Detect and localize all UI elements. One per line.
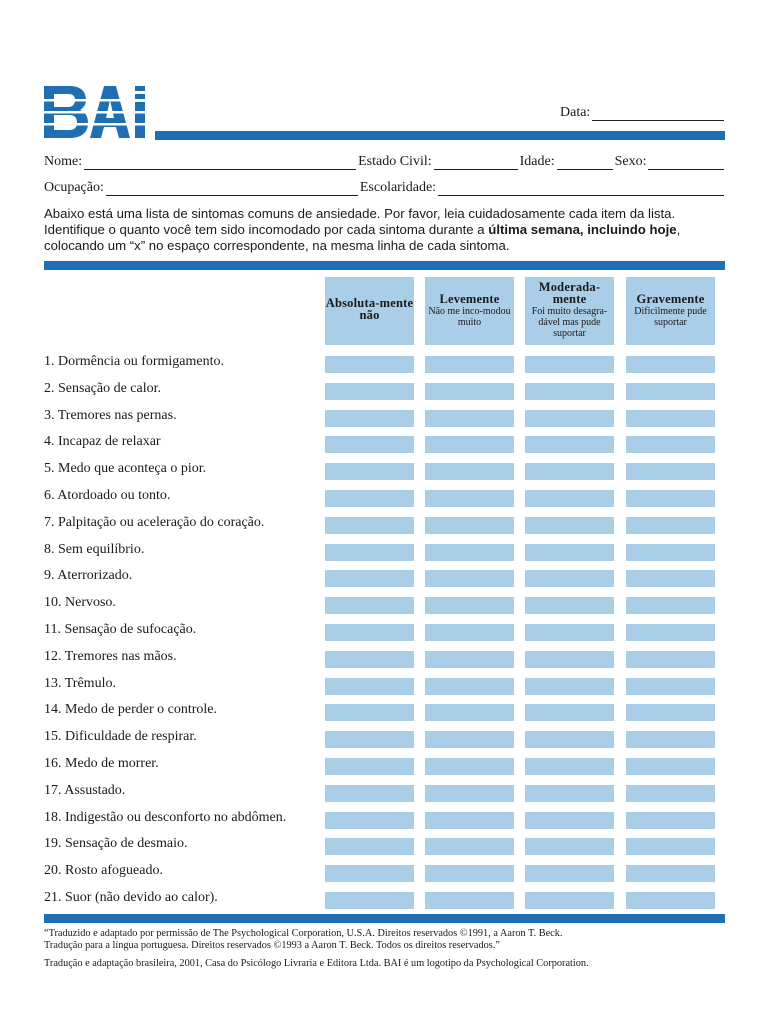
- answer-cell-absolutamente[interactable]: [325, 383, 414, 400]
- answer-cell-levemente[interactable]: [425, 436, 514, 453]
- answer-cell-absolutamente[interactable]: [325, 410, 414, 427]
- answer-cell-gravemente[interactable]: [626, 838, 715, 855]
- symptom-item-19: 19. Sensação de desmaio.: [44, 836, 188, 851]
- answer-cell-absolutamente[interactable]: [325, 356, 414, 373]
- answer-cell-absolutamente[interactable]: [325, 785, 414, 802]
- answer-cell-gravemente[interactable]: [626, 758, 715, 775]
- estado-civil-label: Estado Civil:: [358, 154, 432, 169]
- symptom-item-14: 14. Medo de perder o controle.: [44, 702, 217, 717]
- date-label: Data:: [560, 105, 591, 120]
- answer-cell-levemente[interactable]: [425, 892, 514, 909]
- symptom-item-2: 2. Sensação de calor.: [44, 381, 162, 396]
- symptom-item-3: 3. Tremores nas pernas.: [44, 408, 177, 423]
- answer-cell-absolutamente[interactable]: [325, 758, 414, 775]
- answer-cell-moderadamente[interactable]: [525, 490, 614, 507]
- bottom-rule: [44, 914, 725, 923]
- column-header-levemente: [425, 277, 514, 345]
- instructions-text-1: Abaixo está uma lista de sintomas comuns de ansiedade. Por favor, leia cuidadosamente cada item da lista. Identifique o quanto você tem sido incomodado por cada sintoma durante a: [44, 206, 676, 237]
- answer-cell-gravemente[interactable]: [626, 410, 715, 427]
- identification-row-2: [44, 180, 726, 196]
- symptom-item-6: 6. Atordoado ou tonto.: [44, 488, 171, 503]
- answer-cell-gravemente[interactable]: [626, 678, 715, 695]
- idade-field[interactable]: [557, 155, 613, 170]
- answer-cell-levemente[interactable]: [425, 785, 514, 802]
- symptom-item-13: 13. Trêmulo.: [44, 676, 116, 691]
- nome-field[interactable]: [84, 155, 356, 170]
- symptom-item-1: 1. Dormência ou formigamento.: [44, 354, 225, 369]
- answer-cell-absolutamente[interactable]: [325, 731, 414, 748]
- symptom-item-18: 18. Indigestão ou desconforto no abdômen.: [44, 810, 287, 825]
- answer-cell-gravemente[interactable]: [626, 892, 715, 909]
- answer-cell-moderadamente[interactable]: [525, 436, 614, 453]
- answer-cell-moderadamente[interactable]: [525, 865, 614, 882]
- column-title: Gravemente: [636, 292, 705, 306]
- answer-cell-moderadamente[interactable]: [525, 892, 614, 909]
- answer-cell-levemente[interactable]: [425, 544, 514, 561]
- escolaridade-field[interactable]: [438, 181, 724, 196]
- answer-cell-moderadamente[interactable]: [525, 678, 614, 695]
- ocupacao-label: Ocupação:: [44, 180, 104, 195]
- answer-cell-gravemente[interactable]: [626, 544, 715, 561]
- answer-cell-levemente[interactable]: [425, 838, 514, 855]
- answer-cell-gravemente[interactable]: [626, 436, 715, 453]
- answer-cell-gravemente[interactable]: [626, 651, 715, 668]
- symptom-item-12: 12. Tremores nas mãos.: [44, 649, 177, 664]
- answer-cell-absolutamente[interactable]: [325, 463, 414, 480]
- answer-cell-absolutamente[interactable]: [325, 678, 414, 695]
- answer-cell-absolutamente[interactable]: [325, 838, 414, 855]
- column-subtitle: Dificilmente pude suportar: [634, 306, 707, 328]
- answer-cell-gravemente[interactable]: [626, 463, 715, 480]
- answer-cell-levemente[interactable]: [425, 383, 514, 400]
- answer-cell-moderadamente[interactable]: [525, 356, 614, 373]
- answer-cell-levemente[interactable]: [425, 410, 514, 427]
- column-header-absolutamente: [325, 277, 414, 345]
- answer-cell-moderadamente[interactable]: [525, 624, 614, 641]
- symptom-item-10: 10. Nervoso.: [44, 595, 116, 610]
- answer-cell-moderadamente[interactable]: [525, 570, 614, 587]
- answer-cell-moderadamente[interactable]: [525, 544, 614, 561]
- answer-cell-gravemente[interactable]: [626, 812, 715, 829]
- answer-cell-gravemente[interactable]: [626, 624, 715, 641]
- answer-cell-moderadamente[interactable]: [525, 838, 614, 855]
- answer-cell-levemente[interactable]: [425, 865, 514, 882]
- answer-cell-absolutamente[interactable]: [325, 704, 414, 721]
- symptom-item-9: 9. Aterrorizado.: [44, 568, 133, 583]
- nome-label: Nome:: [44, 154, 83, 169]
- sexo-label: Sexo:: [614, 154, 647, 169]
- symptom-item-5: 5. Medo que aconteça o pior.: [44, 461, 207, 476]
- escolaridade-label: Escolaridade:: [359, 180, 437, 195]
- answer-cell-moderadamente[interactable]: [525, 651, 614, 668]
- answer-cell-gravemente[interactable]: [626, 704, 715, 721]
- answer-cell-levemente[interactable]: [425, 704, 514, 721]
- answer-cell-levemente[interactable]: [425, 570, 514, 587]
- symptom-item-11: 11. Sensação de sufocação.: [44, 622, 197, 637]
- answer-cell-levemente[interactable]: [425, 812, 514, 829]
- column-subtitle: Foi muito desagra-dável mas pude suportar: [531, 306, 608, 339]
- symptom-item-8: 8. Sem equilíbrio.: [44, 542, 145, 557]
- instructions: [44, 206, 728, 254]
- answer-cell-moderadamente[interactable]: [525, 704, 614, 721]
- symptom-item-20: 20. Rosto afogueado.: [44, 863, 163, 878]
- answer-cell-moderadamente[interactable]: [525, 383, 614, 400]
- publisher-note: Tradução e adaptação brasileira, 2001, Casa do Psicólogo Livraria e Editora Ltda. BAI é um logotipo da Psychological Corporation.: [44, 958, 589, 969]
- answer-cell-levemente[interactable]: [425, 624, 514, 641]
- symptom-item-21: 21. Suor (não devido ao calor).: [44, 890, 218, 905]
- answer-cell-gravemente[interactable]: [626, 517, 715, 534]
- symptom-item-4: 4. Incapaz de relaxar: [44, 434, 161, 449]
- instructions-text-2: , colocando um “x” no espaço correspondente, na mesma linha de cada sintoma.: [44, 222, 681, 253]
- column-title: Moderada-mente: [538, 280, 601, 306]
- answer-cell-levemente[interactable]: [425, 463, 514, 480]
- answer-cell-absolutamente[interactable]: [325, 812, 414, 829]
- symptom-item-7: 7. Palpitação ou aceleração do coração.: [44, 515, 265, 530]
- symptom-item-16: 16. Medo de morrer.: [44, 756, 159, 771]
- column-title: Absoluta-mente não: [325, 296, 414, 322]
- answer-cell-levemente[interactable]: [425, 490, 514, 507]
- answer-cell-levemente[interactable]: [425, 597, 514, 614]
- column-title: Levemente: [439, 292, 500, 306]
- answer-cell-absolutamente[interactable]: [325, 517, 414, 534]
- symptom-item-17: 17. Assustado.: [44, 783, 126, 798]
- answer-cell-gravemente[interactable]: [626, 865, 715, 882]
- answer-cell-gravemente[interactable]: [626, 570, 715, 587]
- idade-label: Idade:: [519, 154, 555, 169]
- symptom-item-15: 15. Dificuldade de respirar.: [44, 729, 197, 744]
- answer-cell-gravemente[interactable]: [626, 383, 715, 400]
- answer-cell-absolutamente[interactable]: [325, 865, 414, 882]
- copyright-note-1: “Traduzido e adaptado por permissão de The Psychological Corporation, U.S.A. Direitos reservados ©1991, a Aaron T. Beck.: [44, 928, 563, 939]
- answer-cell-levemente[interactable]: [425, 651, 514, 668]
- answer-cell-gravemente[interactable]: [626, 731, 715, 748]
- identification-row-1: [44, 154, 726, 170]
- answer-cell-moderadamente[interactable]: [525, 731, 614, 748]
- copyright-note-2: Tradução para a língua portuguesa. Direitos reservados ©1993 a Aaron T. Beck. Todos os direitos reservados.”: [44, 940, 500, 951]
- ocupacao-field[interactable]: [106, 181, 358, 196]
- middle-rule: [44, 261, 725, 270]
- answer-cell-absolutamente[interactable]: [325, 651, 414, 668]
- column-header-gravemente: [626, 277, 715, 345]
- date-field[interactable]: [560, 105, 724, 121]
- answer-cell-moderadamente[interactable]: [525, 517, 614, 534]
- answer-cell-levemente[interactable]: [425, 678, 514, 695]
- column-header-moderadamente: [525, 277, 614, 345]
- answer-cell-absolutamente[interactable]: [325, 436, 414, 453]
- answer-cell-absolutamente[interactable]: [325, 490, 414, 507]
- bai-logo: [44, 80, 150, 142]
- answer-cell-moderadamente[interactable]: [525, 597, 614, 614]
- instructions-emphasis: última semana, incluindo hoje: [488, 222, 677, 237]
- answer-cell-moderadamente[interactable]: [525, 463, 614, 480]
- column-subtitle: Não me inco-modou muito: [428, 306, 511, 328]
- answer-cell-gravemente[interactable]: [626, 597, 715, 614]
- answer-cell-levemente[interactable]: [425, 731, 514, 748]
- answer-cell-moderadamente[interactable]: [525, 812, 614, 829]
- estado-civil-field[interactable]: [434, 155, 518, 170]
- answer-cell-levemente[interactable]: [425, 517, 514, 534]
- answer-cell-absolutamente[interactable]: [325, 892, 414, 909]
- date-line: [592, 105, 724, 121]
- top-rule: [155, 131, 725, 140]
- answer-cell-gravemente[interactable]: [626, 356, 715, 373]
- answer-cell-absolutamente[interactable]: [325, 597, 414, 614]
- answer-cell-absolutamente[interactable]: [325, 570, 414, 587]
- answer-cell-levemente[interactable]: [425, 758, 514, 775]
- answer-cell-gravemente[interactable]: [626, 785, 715, 802]
- answer-cell-moderadamente[interactable]: [525, 785, 614, 802]
- answer-cell-moderadamente[interactable]: [525, 758, 614, 775]
- answer-cell-absolutamente[interactable]: [325, 544, 414, 561]
- answer-cell-levemente[interactable]: [425, 356, 514, 373]
- answer-cell-absolutamente[interactable]: [325, 624, 414, 641]
- sexo-field[interactable]: [648, 155, 724, 170]
- answer-cell-gravemente[interactable]: [626, 490, 715, 507]
- answer-cell-moderadamente[interactable]: [525, 410, 614, 427]
